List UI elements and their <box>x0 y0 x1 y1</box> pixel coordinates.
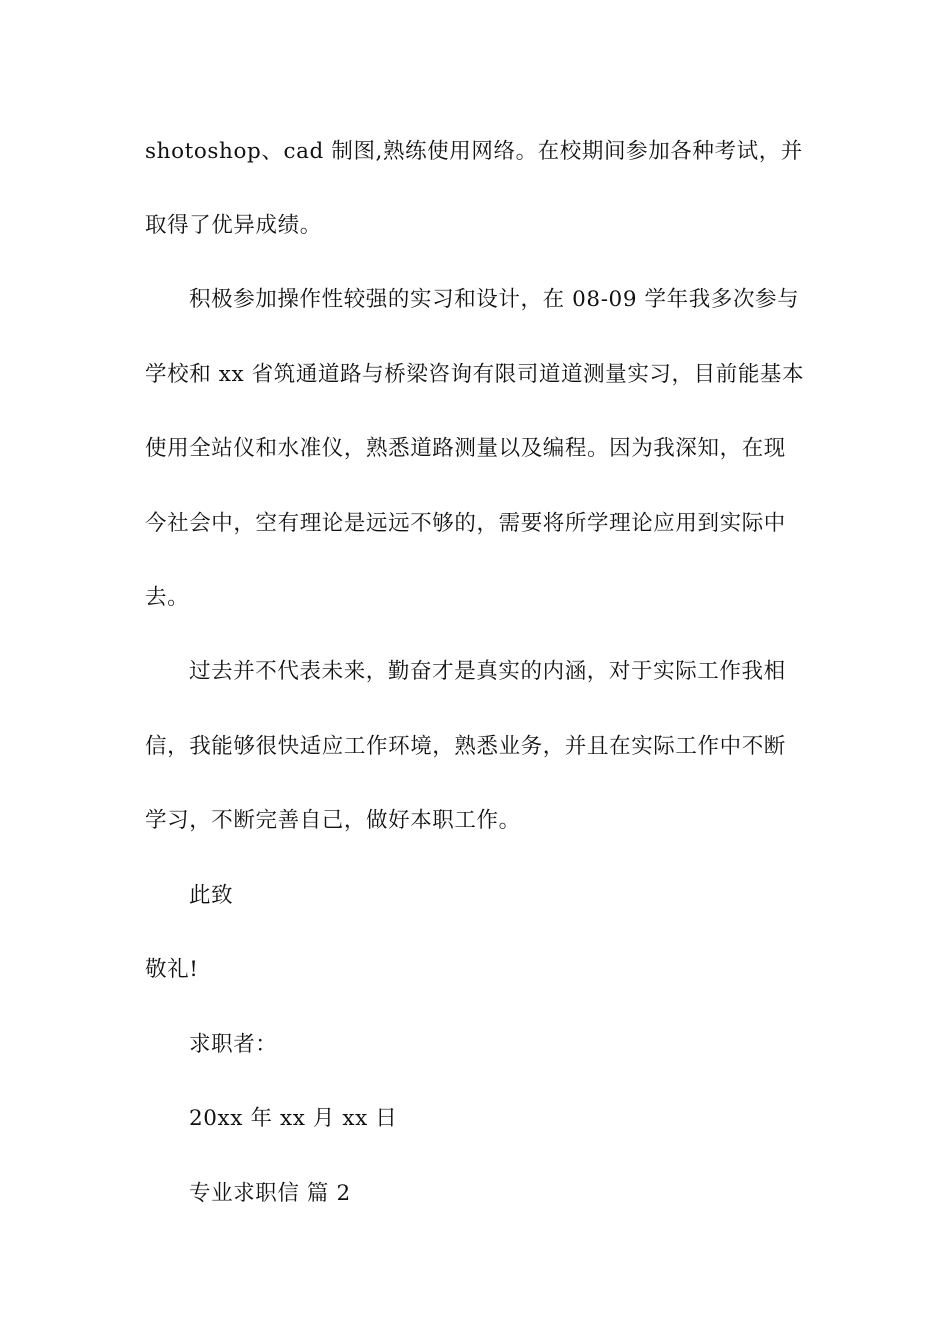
body-text-line: 取得了优异成绩。 <box>145 213 322 238</box>
body-text-line: 去。 <box>145 585 190 610</box>
closing-salutation: 此致 <box>189 883 234 908</box>
closing-regards: 敬礼! <box>145 957 199 982</box>
paragraph-first-line: 过去并不代表未来，勤奋才是真实的内涵，对于实际工作我相 <box>189 659 786 684</box>
body-text-line: 学习，不断完善自己，做好本职工作。 <box>145 808 521 833</box>
paragraph-first-line: 积极参加操作性较强的实习和设计，在 08-09 学年我多次参与 <box>189 287 800 312</box>
letter-date: 20xx 年 xx 月 xx 日 <box>189 1106 398 1131</box>
body-text-line: 今社会中，空有理论是远远不够的，需要将所学理论应用到实际中 <box>145 511 786 536</box>
body-text-line: shotoshop、cad 制图,熟练使用网络。在校期间参加各种考试，并 <box>145 139 803 164</box>
section-heading: 专业求职信 篇 2 <box>189 1181 351 1206</box>
body-text-line: 学校和 xx 省筑通道路与桥梁咨询有限司道道测量实习，目前能基本 <box>145 362 805 387</box>
applicant-signature-label: 求职者： <box>189 1032 278 1057</box>
body-text-line: 信，我能够很快适应工作环境，熟悉业务，并且在实际工作中不断 <box>145 734 786 759</box>
body-text-line: 使用全站仪和水准仪，熟悉道路测量以及编程。因为我深知，在现 <box>145 436 786 461</box>
